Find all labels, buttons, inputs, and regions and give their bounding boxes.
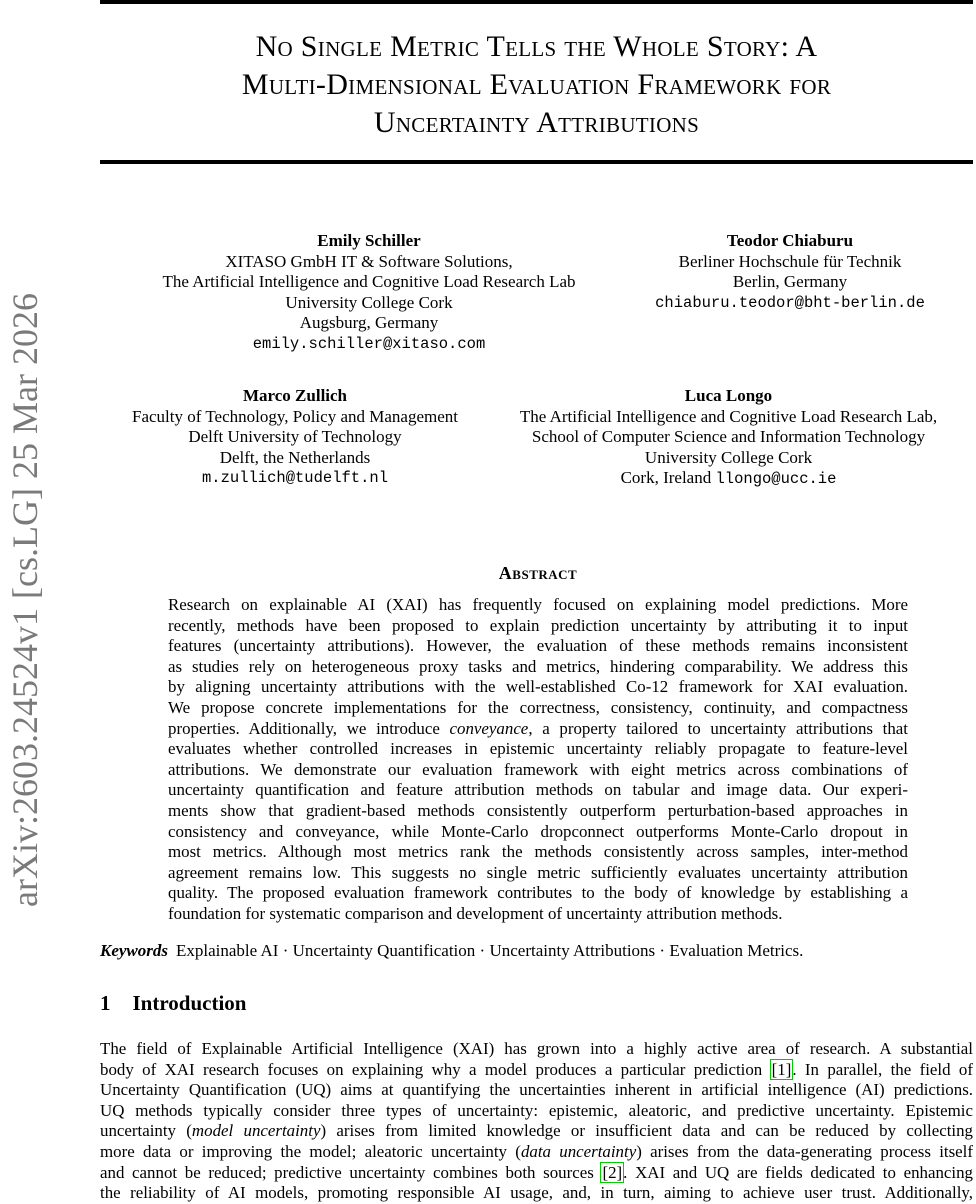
title-line: Uncertainty Attributions — [373, 106, 700, 139]
abstract-line: foundation for systematic comparison and development of uncertainty attribution methods. — [168, 903, 783, 923]
author-email[interactable]: m.zullich@tudelft.nl — [201, 469, 389, 487]
intro-line: The field of Explainable Artificial Intelligence (XAI) has grown into a highly active area of research. A substantial — [100, 1039, 973, 1058]
affiliation-line: Berlin, Germany — [732, 272, 848, 291]
paper-title — [100, 28, 973, 142]
abstract-line: attributions. We demonstrate our evaluation framework with eight metrics across combinations of — [168, 759, 908, 779]
author-email[interactable]: chiaburu.teodor@bht-berlin.de — [655, 293, 925, 312]
section-title: Introduction — [132, 991, 247, 1015]
intro-line — [100, 1142, 973, 1163]
abstract-line: evaluates whether controlled increases in epistemic uncertainty reliably propagate to feature-level — [168, 739, 908, 759]
affiliation-line: School of Computer Science and Information Technology — [531, 427, 926, 446]
introduction-body — [100, 1039, 973, 1204]
section-heading-introduction — [100, 990, 246, 1016]
intro-emphasis: data uncertainty — [520, 1141, 637, 1161]
abstract-line: by aligning uncertainty attributions with the well-established Co-12 framework for XAI evaluation. — [168, 677, 908, 697]
intro-text: uncertainty ( — [100, 1121, 192, 1141]
intro-emphasis: model uncertainty — [191, 1121, 321, 1141]
intro-text: . In parallel, the field of — [792, 1059, 973, 1079]
keywords-text: Explainable AI · Uncertainty Quantification · Uncertainty Attributions · Evaluation Metrics. — [176, 941, 804, 960]
author-block-zullich — [112, 386, 478, 489]
intro-line: the reliability of AI models, promoting responsible AI usage, and, in turn, aiming to achieve user trust. Additionally, — [100, 1183, 973, 1203]
arxiv-stamp: arXiv:2603.24524v1 [cs.LG] 25 Mar 2026 — [5, 293, 45, 907]
abstract-line: features (uncertainty attributions). However, the evaluation of these methods remains inconsistent — [168, 636, 908, 656]
affiliation-line: The Artificial Intelligence and Cognitive Load Research Lab — [162, 272, 576, 291]
abstract-line: most metrics. Although most metrics rank the methods consistently across samples, inter-method — [168, 842, 908, 862]
abstract-text: properties. Additionally, we introduce — [168, 718, 450, 738]
keywords — [100, 940, 973, 962]
author-name: Emily Schiller — [317, 231, 421, 250]
affiliation-line: Berliner Hochschule für Technik — [678, 251, 902, 271]
affiliation-line: Augsburg, Germany — [299, 313, 439, 332]
intro-text: more data or improving the model; aleatoric uncertainty ( — [100, 1141, 521, 1161]
title-line: Multi-Dimensional Evaluation Framework for — [241, 68, 832, 101]
abstract-emphasis: conveyance — [449, 718, 529, 738]
abstract-line: consistency and conveyance, while Monte-Carlo dropconnect outperforms Monte-Carlo dropout in — [168, 821, 908, 841]
author-name: Marco Zullich — [242, 386, 348, 405]
affiliation-line: Delft University of Technology — [188, 427, 402, 446]
intro-line — [100, 1121, 973, 1142]
affiliation-line: University College Cork — [644, 447, 813, 467]
author-email[interactable]: emily.schiller@xitaso.com — [252, 334, 486, 353]
abstract-text: , a property tailored to uncertainty attributions that — [528, 718, 908, 738]
title-top-rule — [100, 0, 973, 4]
author-name: Luca Longo — [684, 386, 773, 405]
author-block-longo — [495, 386, 962, 490]
intro-text: ) arises from limited knowledge or insufficient data and can be reduced by collecting — [320, 1121, 973, 1141]
author-location: Cork, Ireland — [620, 468, 716, 487]
abstract-line: agreement remains low. This suggests no single metric sufficiently evaluates uncertainty attribution — [168, 862, 908, 882]
abstract-line — [168, 719, 908, 740]
intro-line — [100, 1163, 973, 1184]
abstract-line: We propose concrete implementations for the correctness, consistency, continuity, and compactness — [168, 697, 908, 717]
author-name: Teodor Chiaburu — [726, 231, 854, 250]
citation-link[interactable]: [1] — [771, 1059, 792, 1079]
author-block-schiller — [140, 231, 598, 354]
affiliation-line: XITASO GmbH IT & Software Solutions, — [225, 251, 513, 271]
title-line: No Single Metric Tells the Whole Story: A — [255, 30, 818, 63]
abstract-line: quality. The proposed evaluation framework contributes to the body of knowledge by establishing a — [168, 883, 908, 903]
title-bottom-rule — [100, 160, 973, 164]
affiliation-line: The Artificial Intelligence and Cognitive Load Research Lab, — [519, 406, 938, 426]
keywords-label: Keywords — [100, 941, 168, 960]
intro-line — [100, 1060, 973, 1081]
citation-link[interactable]: [2] — [602, 1162, 623, 1182]
abstract-heading: Abstract — [498, 563, 578, 583]
intro-text: body of XAI research focuses on explaining why a model produces a particular prediction — [100, 1059, 771, 1079]
abstract-line: ments show that gradient-based methods consistently outperform perturbation-based approaches in — [168, 800, 908, 820]
author-email[interactable]: llongo@ucc.ie — [715, 470, 837, 488]
abstract-line: uncertainty quantification and feature attribution methods on tabular and image data. Our experi- — [168, 780, 908, 800]
author-block-chiaburu — [640, 231, 940, 313]
abstract-body — [168, 595, 908, 925]
abstract-line: as studies rely on heterogeneous proxy tasks and metrics, hindering comparability. We address this — [168, 656, 908, 676]
intro-text: ) arises from the data-generating process itself — [636, 1141, 973, 1161]
intro-text: and cannot be reduced; predictive uncertainty combines both sources — [100, 1162, 602, 1182]
intro-text: . XAI and UQ are fields dedicated to enhancing — [623, 1162, 973, 1182]
affiliation-line: University College Cork — [285, 292, 453, 312]
affiliation-line: Faculty of Technology, Policy and Management — [132, 406, 458, 426]
intro-line: UQ methods typically consider three types of uncertainty: epistemic, aleatoric, and predictive uncertainty. Epistemic — [100, 1100, 973, 1120]
abstract-line: recently, methods have been proposed to explain prediction uncertainty by attributing it to input — [168, 615, 908, 635]
abstract-line: Research on explainable AI (XAI) has frequently focused on explaining model predictions. More — [168, 595, 908, 614]
section-number: 1 — [100, 991, 111, 1015]
affiliation-line: Delft, the Netherlands — [219, 447, 371, 467]
intro-line: Uncertainty Quantification (UQ) aims at quantifying the uncertainties inherent in artificial intelligence (AI) predictions. — [100, 1080, 973, 1100]
affiliation-line — [495, 468, 962, 490]
